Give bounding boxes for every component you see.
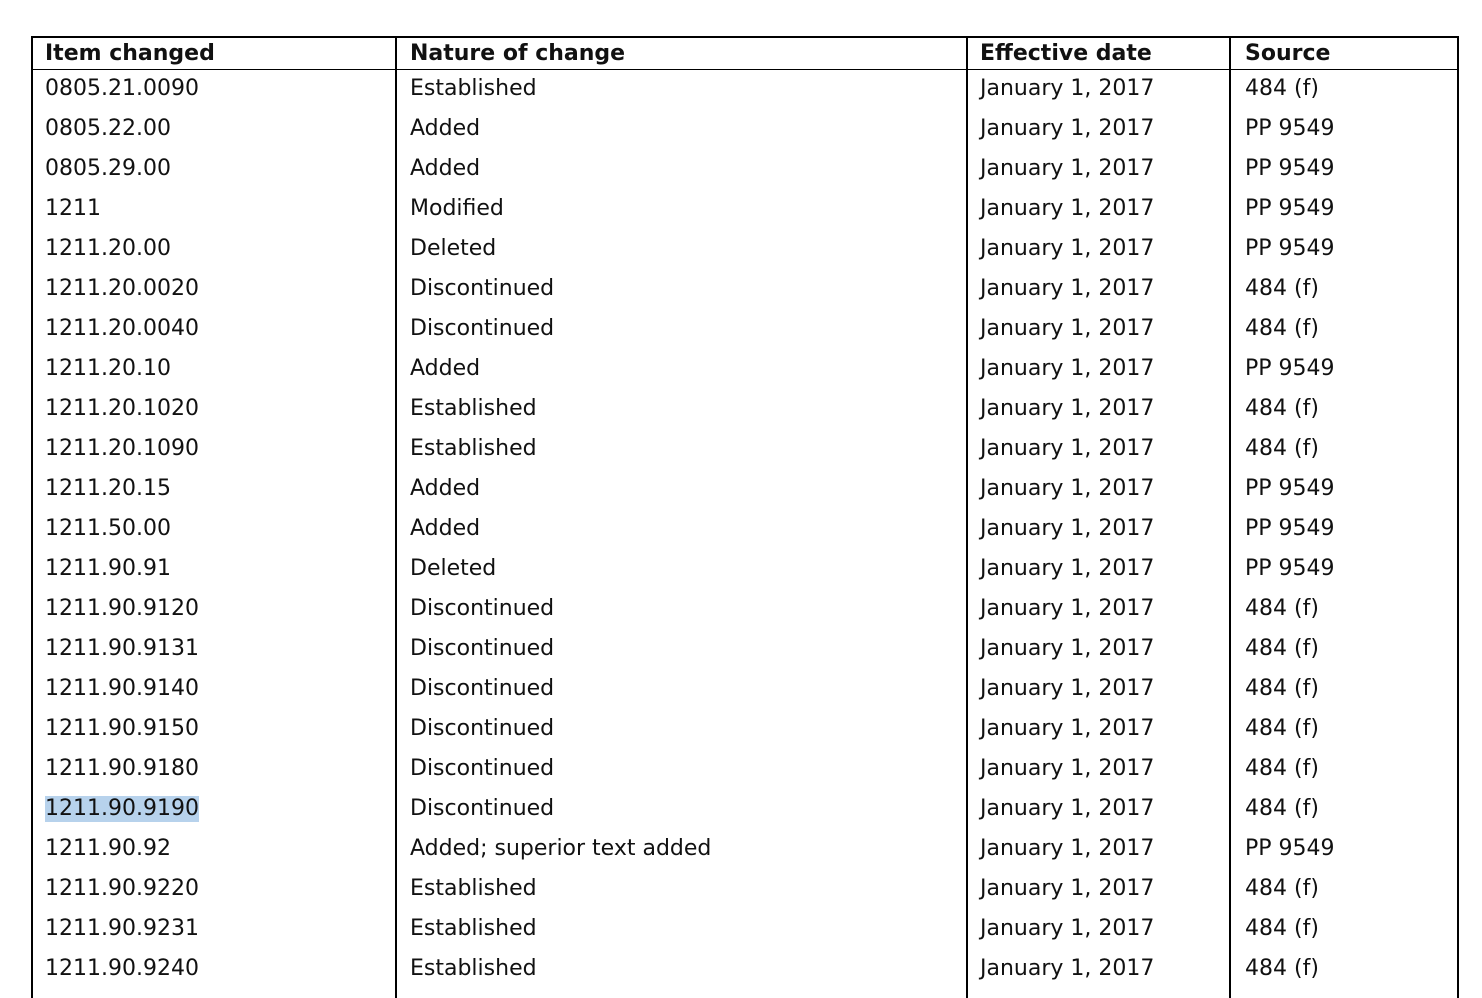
item-changed-cell[interactable]: 1211.20.15	[45, 476, 171, 501]
table-row	[0, 396, 1482, 436]
source-cell[interactable]: 484 (f)	[1245, 76, 1319, 101]
item-changed-cell[interactable]: 1211.90.9180	[45, 756, 199, 781]
item-changed-cell[interactable]: 1211.20.1090	[45, 436, 199, 461]
item-changed-cell[interactable]: 1211.50.00	[45, 516, 171, 541]
header-effective-date[interactable]: Effective date	[980, 41, 1152, 66]
table-row	[0, 156, 1482, 196]
item-changed-cell[interactable]: 1211.90.9131	[45, 636, 199, 661]
source-cell[interactable]: PP 9549	[1245, 836, 1335, 861]
table-row	[0, 116, 1482, 156]
source-cell[interactable]: PP 9549	[1245, 196, 1335, 221]
effective-date-cell[interactable]: January 1, 2017	[980, 316, 1155, 341]
nature-of-change-cell[interactable]: Discontinued	[410, 596, 555, 621]
selected-text-cell[interactable]: 1211.90.9190	[45, 796, 199, 821]
effective-date-cell[interactable]: January 1, 2017	[980, 276, 1155, 301]
effective-date-cell[interactable]: January 1, 2017	[980, 236, 1155, 261]
table-row	[0, 916, 1482, 956]
effective-date-cell[interactable]: January 1, 2017	[980, 476, 1155, 501]
item-changed-cell[interactable]: 1211.90.9150	[45, 716, 199, 741]
source-cell[interactable]: 484 (f)	[1245, 636, 1319, 661]
source-cell[interactable]: PP 9549	[1245, 556, 1335, 581]
item-changed-cell[interactable]: 1211.90.9240	[45, 956, 199, 981]
source-cell[interactable]: 484 (f)	[1245, 436, 1319, 461]
table-row	[0, 556, 1482, 596]
effective-date-cell[interactable]: January 1, 2017	[980, 196, 1155, 221]
nature-of-change-cell[interactable]: Added	[410, 116, 481, 141]
table-row	[0, 636, 1482, 676]
table-row	[0, 876, 1482, 916]
nature-of-change-cell[interactable]: Discontinued	[410, 796, 555, 821]
source-cell[interactable]: 484 (f)	[1245, 916, 1319, 941]
table-row	[0, 836, 1482, 876]
effective-date-cell[interactable]: January 1, 2017	[980, 796, 1155, 821]
nature-of-change-cell[interactable]: Deleted	[410, 236, 497, 261]
table-header-row	[0, 41, 1482, 81]
item-changed-cell[interactable]: 1211.90.92	[45, 836, 171, 861]
table-row	[0, 956, 1482, 996]
source-cell[interactable]: PP 9549	[1245, 516, 1335, 541]
nature-of-change-cell[interactable]: Established	[410, 916, 537, 941]
table-row	[0, 76, 1482, 116]
source-cell[interactable]: 484 (f)	[1245, 876, 1319, 901]
source-cell[interactable]: 484 (f)	[1245, 396, 1319, 421]
table-row	[0, 276, 1482, 316]
nature-of-change-cell[interactable]: Discontinued	[410, 636, 555, 661]
effective-date-cell[interactable]: January 1, 2017	[980, 676, 1155, 701]
header-item-changed[interactable]: Item changed	[45, 41, 215, 66]
nature-of-change-cell[interactable]: Established	[410, 436, 537, 461]
effective-date-cell[interactable]: January 1, 2017	[980, 916, 1155, 941]
effective-date-cell[interactable]: January 1, 2017	[980, 556, 1155, 581]
nature-of-change-cell[interactable]: Deleted	[410, 556, 497, 581]
source-cell[interactable]: PP 9549	[1245, 156, 1335, 181]
item-changed-cell[interactable]: 1211.20.0040	[45, 316, 199, 341]
source-cell[interactable]: 484 (f)	[1245, 716, 1319, 741]
effective-date-cell[interactable]: January 1, 2017	[980, 76, 1155, 101]
nature-of-change-cell[interactable]: Added	[410, 156, 481, 181]
item-changed-cell[interactable]: 1211.90.9120	[45, 596, 199, 621]
item-changed-cell[interactable]: 1211.90.9140	[45, 676, 199, 701]
effective-date-cell[interactable]: January 1, 2017	[980, 596, 1155, 621]
source-cell[interactable]: 484 (f)	[1245, 956, 1319, 981]
nature-of-change-cell[interactable]: Discontinued	[410, 316, 555, 341]
table-row	[0, 356, 1482, 396]
source-cell[interactable]: PP 9549	[1245, 116, 1335, 141]
nature-of-change-cell[interactable]: Discontinued	[410, 756, 555, 781]
source-cell[interactable]: PP 9549	[1245, 356, 1335, 381]
table-row	[0, 476, 1482, 516]
item-changed-cell[interactable]: 1211.20.00	[45, 236, 171, 261]
nature-of-change-cell[interactable]: Added	[410, 356, 481, 381]
source-cell[interactable]: 484 (f)	[1245, 756, 1319, 781]
effective-date-cell[interactable]: January 1, 2017	[980, 156, 1155, 181]
table-row	[0, 436, 1482, 476]
nature-of-change-cell[interactable]: Established	[410, 396, 537, 421]
nature-of-change-cell[interactable]: Added; superior text added	[410, 836, 712, 861]
header-source[interactable]: Source	[1245, 41, 1331, 66]
item-changed-cell[interactable]: 0805.22.00	[45, 116, 171, 141]
source-cell[interactable]: 484 (f)	[1245, 276, 1319, 301]
table-row	[0, 716, 1482, 756]
effective-date-cell[interactable]: January 1, 2017	[980, 516, 1155, 541]
nature-of-change-cell[interactable]: Added	[410, 516, 481, 541]
source-cell[interactable]: 484 (f)	[1245, 676, 1319, 701]
effective-date-cell[interactable]: January 1, 2017	[980, 436, 1155, 461]
nature-of-change-cell[interactable]: Added	[410, 476, 481, 501]
item-changed-cell[interactable]: 1211	[45, 196, 101, 221]
nature-of-change-cell[interactable]: Established	[410, 956, 537, 981]
table-row	[0, 236, 1482, 276]
effective-date-cell[interactable]: January 1, 2017	[980, 956, 1155, 981]
nature-of-change-cell[interactable]: Modified	[410, 196, 504, 221]
source-cell[interactable]: 484 (f)	[1245, 316, 1319, 341]
effective-date-cell[interactable]: January 1, 2017	[980, 116, 1155, 141]
item-changed-cell[interactable]: 1211.20.1020	[45, 396, 199, 421]
nature-of-change-cell[interactable]: Discontinued	[410, 676, 555, 701]
nature-of-change-cell[interactable]: Discontinued	[410, 716, 555, 741]
source-cell[interactable]: 484 (f)	[1245, 796, 1319, 821]
header-nature-of-change[interactable]: Nature of change	[410, 41, 626, 66]
table-row	[0, 196, 1482, 236]
item-changed-cell[interactable]: 1211.20.0020	[45, 276, 199, 301]
table-row	[0, 596, 1482, 636]
effective-date-cell[interactable]: January 1, 2017	[980, 756, 1155, 781]
source-cell[interactable]: PP 9549	[1245, 236, 1335, 261]
item-changed-cell[interactable]: 0805.21.0090	[45, 76, 199, 101]
nature-of-change-cell[interactable]: Established	[410, 876, 537, 901]
source-cell[interactable]: 484 (f)	[1245, 596, 1319, 621]
nature-of-change-cell[interactable]: Established	[410, 76, 537, 101]
item-changed-cell[interactable]: 1211.90.9231	[45, 916, 199, 941]
source-cell[interactable]: PP 9549	[1245, 476, 1335, 501]
effective-date-cell[interactable]: January 1, 2017	[980, 636, 1155, 661]
table-row	[0, 516, 1482, 556]
effective-date-cell[interactable]: January 1, 2017	[980, 836, 1155, 861]
item-changed-cell[interactable]: 0805.29.00	[45, 156, 171, 181]
nature-of-change-cell[interactable]: Discontinued	[410, 276, 555, 301]
item-changed-cell[interactable]: 1211.90.9220	[45, 876, 199, 901]
table-row	[0, 676, 1482, 716]
effective-date-cell[interactable]: January 1, 2017	[980, 396, 1155, 421]
item-changed-cell[interactable]: 1211.20.10	[45, 356, 171, 381]
effective-date-cell[interactable]: January 1, 2017	[980, 876, 1155, 901]
table-row	[0, 316, 1482, 356]
table-row	[0, 796, 1482, 836]
item-changed-cell[interactable]: 1211.90.91	[45, 556, 171, 581]
table-row	[0, 756, 1482, 796]
effective-date-cell[interactable]: January 1, 2017	[980, 356, 1155, 381]
effective-date-cell[interactable]: January 1, 2017	[980, 716, 1155, 741]
